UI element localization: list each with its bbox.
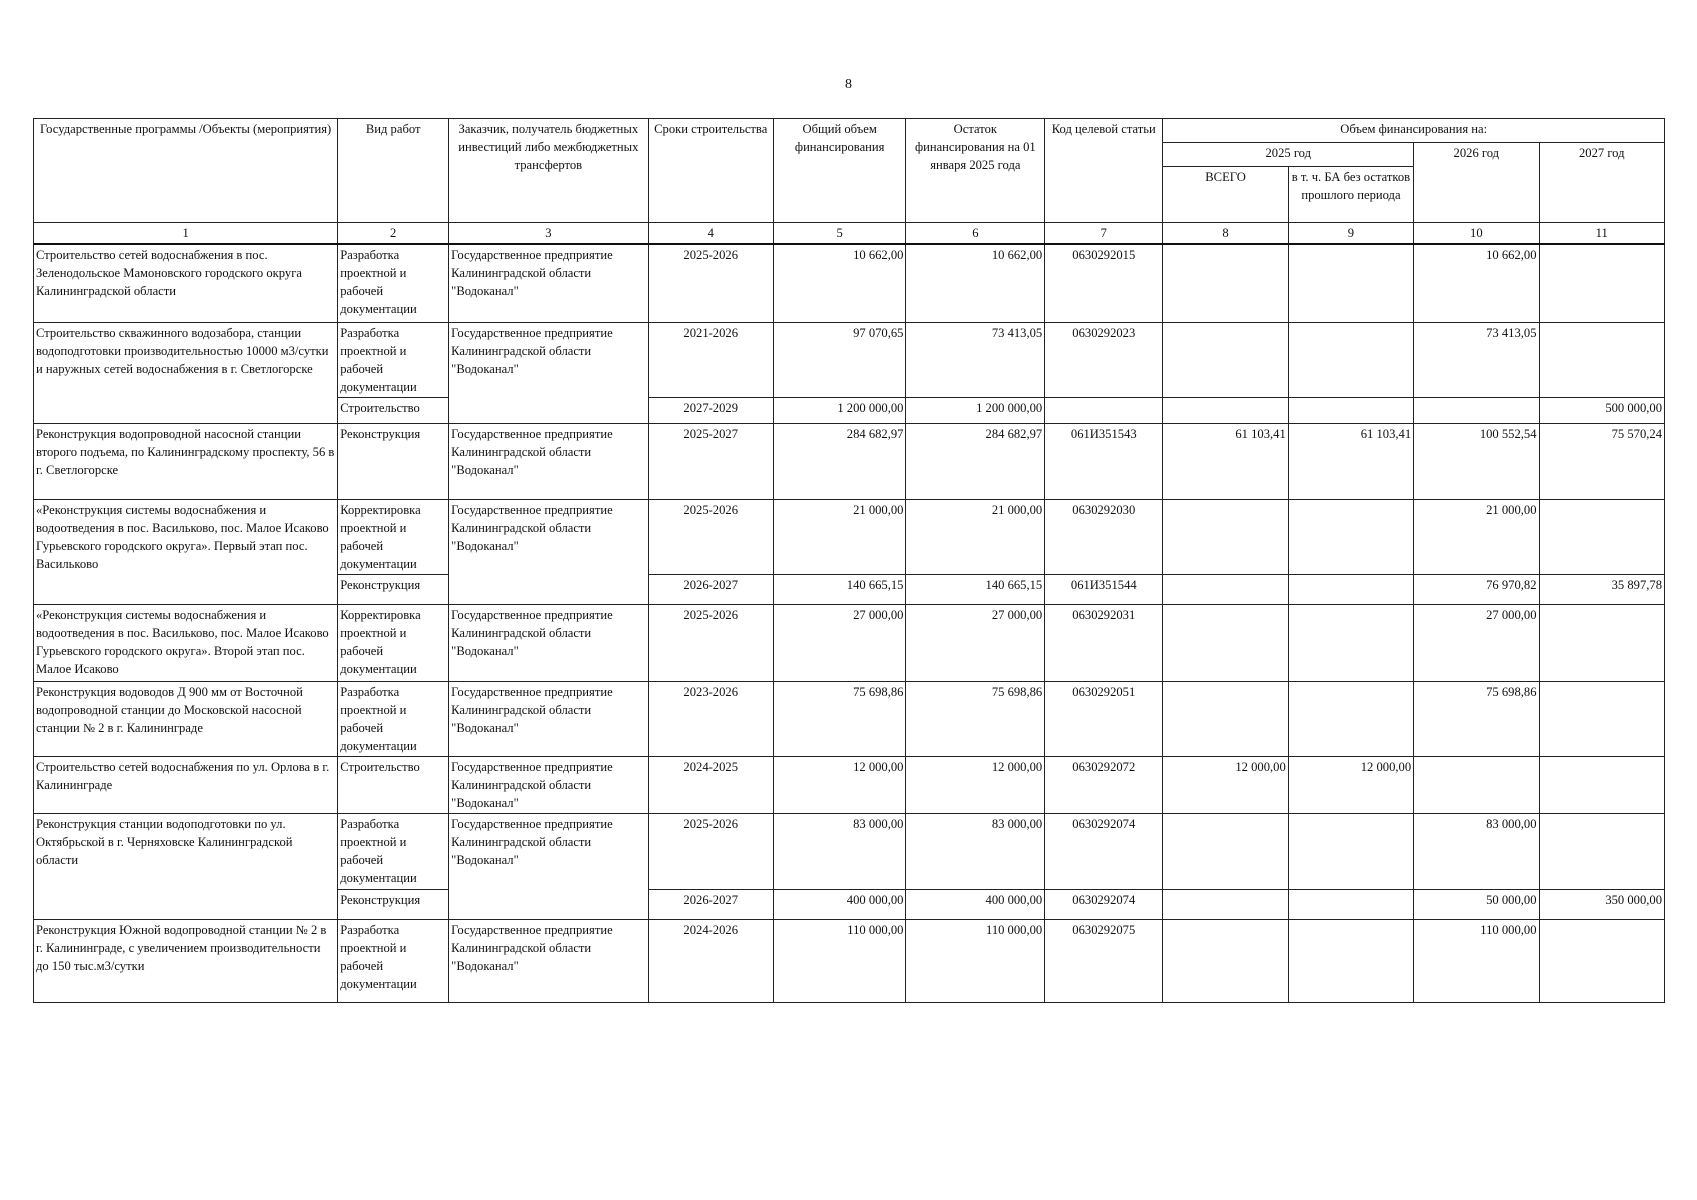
funding-2025-total-cell [1163,244,1288,322]
header-period: Сроки строительства [648,119,773,223]
funding-2026-cell: 21 000,00 [1414,499,1539,574]
column-number-7: 7 [1045,223,1163,245]
funding-2026-cell: 110 000,00 [1414,919,1539,1002]
remaining-funding-cell: 75 698,86 [906,681,1045,756]
funding-2025-ba-cell [1288,604,1413,681]
funding-2027-cell [1539,681,1665,756]
header-target-code: Код целевой статьи [1045,119,1163,223]
header-total-funding: Общий объем финансирования [773,119,906,223]
table-row [34,499,1665,574]
header-2025: 2025 год [1163,143,1414,167]
column-number-6: 6 [906,223,1045,245]
funding-2027-cell [1539,244,1665,322]
work-type-cell: Строительство [338,397,449,423]
customer-cell: Государственное предприятие Калининградской области "Водоканал" [449,919,648,1002]
column-number-9: 9 [1288,223,1413,245]
table-row [34,756,1665,813]
customer-cell: Государственное предприятие Калининградской области "Водоканал" [449,499,648,604]
customer-cell: Государственное предприятие Калининградской области "Водоканал" [449,322,648,423]
work-type-cell: Разработка проектной и рабочей документации [338,919,449,1002]
object-cell: Строительство скважинного водозабора, станции водоподготовки производительностью 10000 м3/сутки и наружных сетей водоснабжения в г. Светлогорске [34,322,338,423]
target-code-cell: 0630292075 [1045,919,1163,1002]
period-cell: 2023-2026 [648,681,773,756]
total-funding-cell: 140 665,15 [773,574,906,604]
column-number-2: 2 [338,223,449,245]
object-cell: «Реконструкция системы водоснабжения и водоотведения в пос. Васильково, пос. Малое Исаково Гурьевского городского округа». Второй этап пос. Малое Исаково [34,604,338,681]
period-cell: 2025-2026 [648,604,773,681]
object-cell: Реконструкция станции водоподготовки по ул. Октябрьской в г. Черняховске Калининградской области [34,813,338,919]
remaining-funding-cell: 12 000,00 [906,756,1045,813]
page-number: 8 [845,77,852,92]
work-type-cell: Корректировка проектной и рабочей документации [338,499,449,574]
funding-2026-cell: 75 698,86 [1414,681,1539,756]
funding-2027-cell: 500 000,00 [1539,397,1665,423]
total-funding-cell: 75 698,86 [773,681,906,756]
total-funding-cell: 12 000,00 [773,756,906,813]
table-row [34,681,1665,756]
header-customer: Заказчик, получатель бюджетных инвестиций либо межбюджетных трансфертов [449,119,648,223]
funding-2027-cell [1539,322,1665,397]
target-code-cell: 0630292030 [1045,499,1163,574]
customer-cell: Государственное предприятие Калининградской области "Водоканал" [449,681,648,756]
target-code-cell: 0630292015 [1045,244,1163,322]
header-work-type: Вид работ [338,119,449,223]
total-funding-cell: 1 200 000,00 [773,397,906,423]
column-number-1: 1 [34,223,338,245]
column-number-5: 5 [773,223,906,245]
target-code-cell: 0630292072 [1045,756,1163,813]
column-number-10: 10 [1414,223,1539,245]
funding-2025-total-cell [1163,499,1288,574]
object-cell: Реконструкция водопроводной насосной станции второго подъема, по Калининградскому проспекту, 56 в г. Светлогорске [34,423,338,499]
funding-2026-cell [1414,397,1539,423]
funding-2025-total-cell [1163,604,1288,681]
funding-2027-cell [1539,604,1665,681]
table-row [34,244,1665,322]
funding-2025-ba-cell [1288,919,1413,1002]
object-cell: Строительство сетей водоснабжения по ул. Орлова в г. Калининграде [34,756,338,813]
total-funding-cell: 27 000,00 [773,604,906,681]
remaining-funding-cell: 400 000,00 [906,889,1045,919]
work-type-cell: Корректировка проектной и рабочей документации [338,604,449,681]
funding-2025-ba-cell [1288,813,1413,889]
funding-2025-ba-cell: 61 103,41 [1288,423,1413,499]
funding-2025-total-cell [1163,813,1288,889]
work-type-cell: Разработка проектной и рабочей документации [338,813,449,889]
header-2026: 2026 год [1414,143,1539,223]
funding-2025-total-cell [1163,397,1288,423]
funding-2027-cell: 35 897,78 [1539,574,1665,604]
header-objects: Государственные программы /Объекты (мероприятия) [34,119,338,223]
column-number-4: 4 [648,223,773,245]
funding-2027-cell [1539,756,1665,813]
target-code-cell: 061И351543 [1045,423,1163,499]
header-2027: 2027 год [1539,143,1665,223]
table-row [34,813,1665,889]
object-cell: Реконструкция водоводов Д 900 мм от Восточной водопроводной станции до Московской насосной станции № 2 в г. Калининграде [34,681,338,756]
work-type-cell: Реконструкция [338,574,449,604]
funding-2026-cell: 27 000,00 [1414,604,1539,681]
funding-2026-cell: 100 552,54 [1414,423,1539,499]
customer-cell: Государственное предприятие Калининградской области "Водоканал" [449,756,648,813]
funding-2025-total-cell [1163,681,1288,756]
target-code-cell: 061И351544 [1045,574,1163,604]
table-row [34,423,1665,499]
target-code-cell: 0630292051 [1045,681,1163,756]
funding-2025-ba-cell: 12 000,00 [1288,756,1413,813]
column-number-8: 8 [1163,223,1288,245]
customer-cell: Государственное предприятие Калининградской области "Водоканал" [449,813,648,919]
customer-cell: Государственное предприятие Калининградской области "Водоканал" [449,244,648,322]
column-number-11: 11 [1539,223,1665,245]
remaining-funding-cell: 140 665,15 [906,574,1045,604]
column-numbers-row [34,223,1665,245]
remaining-funding-cell: 284 682,97 [906,423,1045,499]
funding-2025-ba-cell [1288,499,1413,574]
total-funding-cell: 400 000,00 [773,889,906,919]
total-funding-cell: 97 070,65 [773,322,906,397]
customer-cell: Государственное предприятие Калининградской области "Водоканал" [449,604,648,681]
table-row [34,604,1665,681]
period-cell: 2025-2026 [648,813,773,889]
funding-2025-total-cell [1163,889,1288,919]
funding-2027-cell: 350 000,00 [1539,889,1665,919]
total-funding-cell: 83 000,00 [773,813,906,889]
funding-2026-cell: 73 413,05 [1414,322,1539,397]
remaining-funding-cell: 73 413,05 [906,322,1045,397]
funding-2025-total-cell [1163,574,1288,604]
customer-cell: Государственное предприятие Калининградской области "Водоканал" [449,423,648,499]
period-cell: 2025-2027 [648,423,773,499]
target-code-cell: 0630292074 [1045,889,1163,919]
column-number-3: 3 [449,223,648,245]
period-cell: 2024-2026 [648,919,773,1002]
work-type-cell: Разработка проектной и рабочей документации [338,244,449,322]
funding-2026-cell: 50 000,00 [1414,889,1539,919]
header-2025-ba: в т. ч. БА без остатков прошлого периода [1288,167,1413,223]
funding-2025-total-cell [1163,322,1288,397]
remaining-funding-cell: 1 200 000,00 [906,397,1045,423]
funding-2026-cell: 10 662,00 [1414,244,1539,322]
header-2025-total: ВСЕГО [1163,167,1288,223]
funding-2025-total-cell: 61 103,41 [1163,423,1288,499]
funding-2025-ba-cell [1288,244,1413,322]
funding-2025-ba-cell [1288,397,1413,423]
funding-2025-ba-cell [1288,322,1413,397]
header-funding: Объем финансирования на: [1163,119,1665,143]
funding-2027-cell [1539,813,1665,889]
work-type-cell: Разработка проектной и рабочей документации [338,681,449,756]
period-cell: 2024-2025 [648,756,773,813]
target-code-cell: 0630292031 [1045,604,1163,681]
object-cell: Строительство сетей водоснабжения в пос. Зеленодольское Мамоновского городского округа Калининградской области [34,244,338,322]
funding-2027-cell [1539,919,1665,1002]
funding-2025-ba-cell [1288,681,1413,756]
work-type-cell: Строительство [338,756,449,813]
period-cell: 2027-2029 [648,397,773,423]
table-row [34,322,1665,397]
target-code-cell: 0630292023 [1045,322,1163,397]
target-code-cell [1045,397,1163,423]
remaining-funding-cell: 10 662,00 [906,244,1045,322]
funding-2026-cell [1414,756,1539,813]
funding-2025-ba-cell [1288,889,1413,919]
funding-2027-cell [1539,499,1665,574]
total-funding-cell: 10 662,00 [773,244,906,322]
remaining-funding-cell: 83 000,00 [906,813,1045,889]
funding-2025-ba-cell [1288,574,1413,604]
funding-2025-total-cell: 12 000,00 [1163,756,1288,813]
total-funding-cell: 21 000,00 [773,499,906,574]
table-row [34,919,1665,1002]
work-type-cell: Реконструкция [338,423,449,499]
remaining-funding-cell: 27 000,00 [906,604,1045,681]
total-funding-cell: 110 000,00 [773,919,906,1002]
funding-2027-cell: 75 570,24 [1539,423,1665,499]
funding-2026-cell: 76 970,82 [1414,574,1539,604]
financing-table [33,118,1665,1003]
work-type-cell: Реконструкция [338,889,449,919]
period-cell: 2026-2027 [648,889,773,919]
period-cell: 2025-2026 [648,499,773,574]
work-type-cell: Разработка проектной и рабочей документации [338,322,449,397]
total-funding-cell: 284 682,97 [773,423,906,499]
period-cell: 2026-2027 [648,574,773,604]
header-remaining-funding: Остаток финансирования на 01 января 2025 года [906,119,1045,223]
remaining-funding-cell: 21 000,00 [906,499,1045,574]
funding-2025-total-cell [1163,919,1288,1002]
funding-2026-cell: 83 000,00 [1414,813,1539,889]
period-cell: 2021-2026 [648,322,773,397]
period-cell: 2025-2026 [648,244,773,322]
object-cell: «Реконструкция системы водоснабжения и водоотведения в пос. Васильково, пос. Малое Исаково Гурьевского городского округа». Первый этап пос. Васильково [34,499,338,604]
object-cell: Реконструкция Южной водопроводной станции № 2 в г. Калининграде, с увеличением производительности до 150 тыс.м3/сутки [34,919,338,1002]
remaining-funding-cell: 110 000,00 [906,919,1045,1002]
target-code-cell: 0630292074 [1045,813,1163,889]
